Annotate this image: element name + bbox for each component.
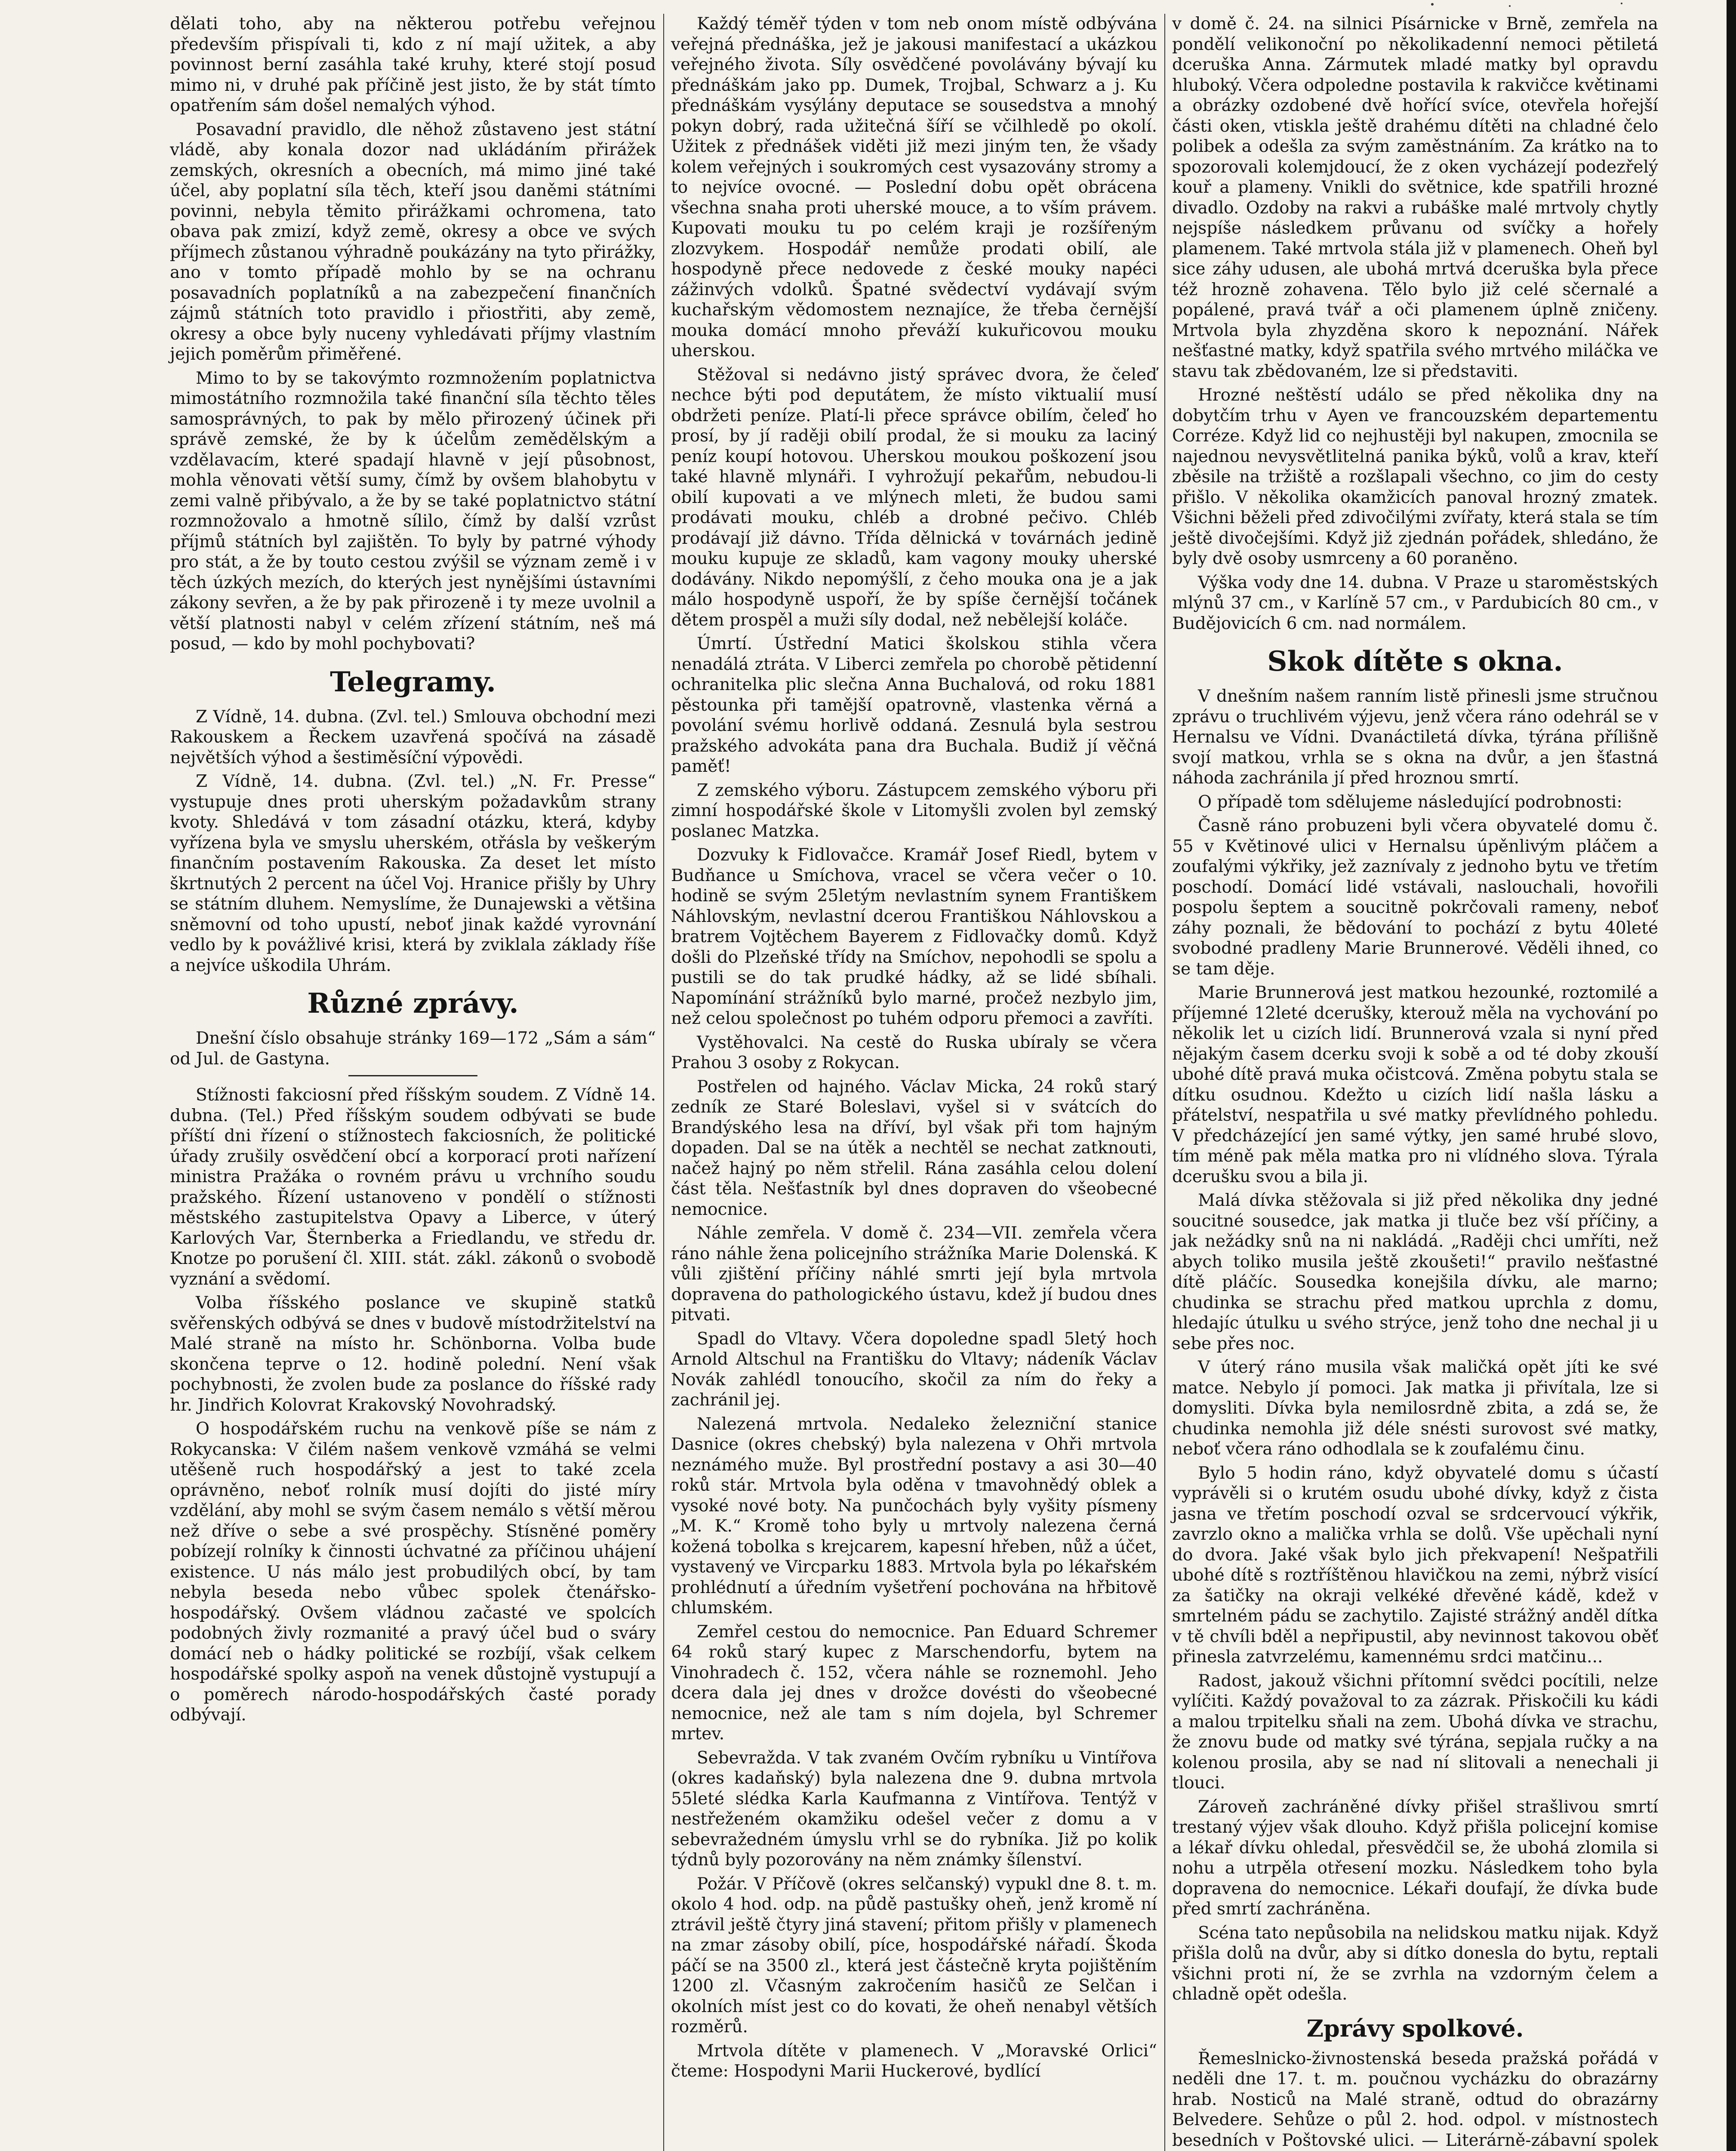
- issue-note: Dnešní číslo obsahuje stránky 169—172 „Sám a sám“ od Jul. de Gastyna.: [170, 1029, 656, 1069]
- article-paragraph: Stěžoval si nedávno jistý správec dvora, že čeleď nechce býti pod deputátem, že místo viktualií musí obdržeti peníze. Platí-li přece správce obilím, čeleď ho prosí, by jí raději obilí prodal, že si mouku za laciný peníz koupí hotovou. Uherskou moukou poškození jsou také hlavně mlynáři. I vyhrožují pekařům, nebudou-li obilí kupovati a ve mlýnech mleti, že budou sami prodávati mouku, chléb a drobné pečivo. Chléb prodávají již dávno. Třída dělnická v továrnách jedině mouku kupuje ze skladů, kam vagony mouky uherské dodávány. Nikdo nepomýšlí, z čeho mouka ona je a jak málo hospodyně uspoří, že by spíše černější točánek dětem prospěl a muži síly dodal, než nebělejší koláče.: [671, 365, 1157, 630]
- column-rule-1: [663, 14, 664, 2151]
- article-paragraph: Mimo to by se takovýmto rozmnožením poplatnictva mimostátního rozmnožila také finanční síla těchto těles samosprávných, to pak by mělo přirozený účinek při správě zemské, že by k účelům zemědělským a vzdělavacím, které spadají hlavně v její působnost, mohla věnovati větší sumy, čímž by ovšem blahobytu v zemi valně přibývalo, a že by se také poplatnictvo státní rozmnožovalo a hmotně sílilo, čímž by další vzrůst příjmů státních byl zajištěn. To byly by patrné výhody pro stát, a že by touto cestou zvýšil se význam země i v těch úzkých mezích, do kterých jest nynějšími ústavními zákony sevřen, a že by pak přirozeně i ty meze uvolnil a větší platnosti nabyl v celém zřízení státním, neš má posud, — kdo by mohl pochybovati?: [170, 368, 656, 653]
- section-heading-zpravy-spolkove: Zprávy spolkové.: [1306, 2014, 1524, 2042]
- section-heading-telegramy: Telegramy.: [330, 666, 496, 698]
- page-top-specks: [0, 0, 1736, 13]
- article-paragraph: Marie Brunnerová jest matkou hezounké, roztomilé a příjemné 12leté dcerušky, kterouž měla na vychování po několik let u cizích lidí. Brunnerová vzala si nyní před nějakým časem dcerku svoji k sobě a od té doby zkouší ubohé dítě pravá muka očistcová. Změna pobytu stala se dítku osudnou. Kdežto u cizích lidí našla lásku a přátelství, nespatřila u své matky převlídného pohledu. V předcházející jen samé výtky, jen samé hrubé slovo, tím méně pak měla matka pro ni vlídného slova. Týrala dcerušku svou a bila ji.: [1172, 983, 1658, 1186]
- news-item: O hospodářském ruchu na venkově píše se nám z Rokycanska: V čilém našem venkově vzmáhá se velmi utěšeně ruch hospodářský a jest to také zcela oprávněno, neboť rolník musí dojíti do jisté míry vzdělání, aby mohl se svým časem nemálo s větší měrou než dříve o sebe a své prospěchy. Stísněné poměry pobízejí rolníky k činnosti úchvatné za příčinou uhájení existence. U nás málo jest probudilých obcí, by tam nebyla beseda nebo vůbec spolek čtenářsko-hospodářský. Ovšem vládnou začasté ve spolcích podobných živly rozmanité a pravý účel bud o sváry domácí neb o hádky politické se rozbíjí, však celkem hospodářské spolky aspoň na venek důstojně vystupují a o poměrech národo-hospodářských časté porady odbývají.: [170, 1419, 656, 1725]
- article-paragraph: Malá dívka stěžovala si již před několika dny jedné soucitné sousedce, jak matka ji tluče bez vší příčiny, a jak nežádky snů na ni nakládá. „Raději chci umříti, než abych toliko musila ještě zkoušeti!“ pravilo nešťastné dítě pláčíc. Sousedka konejšila dívku, ale marno; chudinka se strachu před matkou uprchla z domu, hledajíc útulku u svého strýce, jenž toho dne nechal ji u sebe přes noc.: [1172, 1191, 1658, 1353]
- article-paragraph: O případě tom sdělujeme následující podrobnosti:: [1198, 792, 1622, 812]
- page-edge: [1727, 0, 1736, 2151]
- article-paragraph: Radost, jakouž všichni přítomní svědci pocítili, nelze vylíčiti. Každý považoval to za zázrak. Přiskočili ku kádi a malou trpitelku sňali na zem. Ubohá dívka ve strachu, že znovu bude od matky své týrána, sepjala ručky a na kolenou prosila, aby se nad ní slitovali a nenechali ji tlouci.: [1172, 1671, 1658, 1793]
- telegram-item: Z Vídně, 14. dubna. (Zvl. tel.) Smlouva obchodní mezi Rakouskem a Řeckem uzavřená spočívá na zásadě největších výhod a šestiměsíční výpovědi.: [170, 707, 656, 767]
- news-item: Výška vody dne 14. dubna. V Praze u staroměstských mlýnů 37 cm., v Karlíně 57 cm., v Pardubicích 80 cm., v Budějovicích 6 cm. nad normálem.: [1172, 573, 1658, 633]
- article-paragraph: Scéna tato nepůsobila na nelidskou matku nijak. Když přišla dolů na dvůr, aby si dítko donesla do bytu, reptali všichni proti ní, že se zvrhla na vzdorným čelem a chladně opět odešla.: [1172, 1923, 1658, 2004]
- article-paragraph: V dnešním našem ranním listě přinesli jsme stručnou zprávu o truchlivém výjevu, jenž včera ráno odehrál se v Hernalsu ve Vídni. Dvanáctiletá dívka, týrána přílišně svojí matkou, vrhla se s okna na dvůr, a jen šťastná náhoda zachránila jí před hroznou smrtí.: [1172, 687, 1658, 788]
- article-paragraph: V úterý ráno musila však maličká opět jíti ke své matce. Nebylo jí pomoci. Jak matka ji přivítala, lze si domysliti. Dívka byla nemilosrdně zbita, a zdá se, že chudinka nemohla již déle snésti surovost své matky, neboť včera ráno odhodlala se k zoufalému činu.: [1172, 1358, 1658, 1459]
- column-1: [170, 14, 656, 1729]
- article-paragraph: Posavadní pravidlo, dle něhož zůstaveno jest státní vládě, aby konala dozor nad ukládáním přirážek zemských, okresních a obecních, má mimo jiné také účel, aby poplatní síla těch, kteří jsou daněmi státními povinni, nebyla těmito přirážkami ochromena, tato obava pak zmizí, když země, okresy a obce ve svých příjmech zůstanou výhradně poukázány na tyto přirážky, ano v tomto případě mohlo by se na ochranu posavadních poplatníků a na zabezpečení finančních zájmů státních toto pravidlo i přiostřiti, aby země, okresy a obce byly nuceny vyhledávati příjmy vlastním jejich poměrům přiměřené.: [170, 120, 656, 364]
- article-paragraph: Zároveň zachráněné dívky přišel strašlivou smrtí trestaný výjev však dlouho. Když přišla policejní komise a lékař dívku ohledal, přesvědčil se, že ubohá zlomila si nohu a utrpěla otřesení mozku. Následkem toho byla dopravena do nemocnice. Lékaři doufají, že dívka bude před smrtí zachráněna.: [1172, 1797, 1658, 1919]
- divider: [348, 1075, 477, 1076]
- news-item: Volba říšského poslance ve skupině statků svěřenských odbývá se dnes v budově místodržitelství na Malé straně na místo hr. Schönborna. Volba bude skončena teprve o 12. hodině polední. Není však pochybnosti, že zvolen bude za poslance do říšské rady hr. Jindřich Kolovrat Krakovský Novohradský.: [170, 1293, 656, 1415]
- news-item: Nalezená mrtvola. Nedaleko železniční stanice Dasnice (okres chebský) byla nalezena v Ohři mrtvola neznámého muže. Byl prostřední postavy a asi 30—40 roků stár. Mrtvola byla oděna v tmavohnědý oblek a vysoké nové boty. Na punčochách byly vyšity písmeny „M. K.“ Kromě toho byly u mrtvoly nalezena černá kožená tobolka s krejcarem, kapesní hřeben, nůž a účet, vystavený ve Vircparku 1883. Mrtvola byla po lékařském prohlédnutí a úředním vyšetření pochována na hřbitově chlumském.: [671, 1414, 1157, 1618]
- column-2: [671, 14, 1157, 2085]
- news-item: Z zemského výboru. Zástupcem zemského výboru při zimní hospodářské škole v Litomyšli zvolen byl zemský poslanec Matzka.: [671, 780, 1157, 841]
- column-3: [1172, 14, 1658, 2151]
- news-item: Vystěhovalci. Na cestě do Ruska ubíraly se včera Prahou 3 osoby z Rokycan.: [671, 1032, 1157, 1072]
- column-rule-2: [1164, 14, 1165, 2151]
- news-item: Mrtvola dítěte v plamenech. V „Moravské Orlici“ čteme: Hospodyni Marii Huckerové, bydlící: [671, 2041, 1157, 2081]
- news-item: Zemřel cestou do nemocnice. Pan Eduard Schremer 64 roků starý kupec z Marschendorfu, bytem na Vinohradech č. 152, včera náhle se roznemohl. Jeho dcera dala jej dnes v drožce dovésti do všeobecné nemocnice, než ale tam s ním dojela, byl Schremer mrtev.: [671, 1622, 1157, 1744]
- article-paragraph: v domě č. 24. na silnici Písárnicke v Brně, zemřela na pondělí velikonoční po několikadenní nemoci pětiletá dceruška Anna. Zármutek mladé matky byl opravdu hluboký. Včera odpoledne postavila k rakvičce květinami a obrázky ozdobené dvě hořící svíce, otevřela hořejší části oken, vtiskla ještě drahému dítěti na chladné čelo polibek a odešla za svým zaměstnáním. Za krátko na to spozorovali kolemjdoucí, že z oken vycházejí podezřelý kouř a plameny. Vnikli do světnice, kde spatřili hrozné divadlo. Ozdoby na rakvi a rubáške malé mrtvoly chytly nejspíše následkem průvanu od svíčky a hořely plamenem. Také mrtvola stála již v plamenech. Oheň byl sice záhy udusen, ale ubohá mrtvá dceruška byla přece též hrozně zohavena. Tělo bylo již celé sčernalé a popálené, pravá tvář a oči plamenem úplně zničeny. Mrtvola byla zhyzděna skoro k nepoznání. Nářek nešťastné matky, když spatřila svého mrtvého miláčka ve stavu tak zbědovaném, lze si představiti.: [1172, 14, 1658, 381]
- news-item: Náhle zemřela. V domě č. 234—VII. zemřela včera ráno náhle žena policejního strážníka Marie Dolenská. K vůli zjištění příčiny náhlé smrti její byla mrtvola dopravena do pathologického ústavu, kdež jí budou dnes pitvati.: [671, 1223, 1157, 1325]
- news-item: Řemeslnicko-živnostenská beseda pražská pořádá v neděli dne 17. t. m. poučnou vycházku do obrazárny hrab. Nosticů na Malé straně, odtud do obrazárny Belvedere. Sehůze o půl 2. hod. odpol. v místnostech besedních v Poštovské ulici. — Literárně-zábavní spolek: [1172, 2049, 1658, 2150]
- article-paragraph: Bylo 5 hodin ráno, když obyvatelé domu s účastí vyprávěli si o krutém osudu ubohé dívky, když z čista jasna ve třetím poschodí ozval se srdcervoucí výkřik, zavrzlo okno a malička vrhla se dolů. Vše upěchali nyní do dvora. Jaké však bylo jich překvapení! Nešpatřili ubohé dítě s roztříštěnou hlavičkou na zemi, nýbrž visící za šatičky na okraji velkéké dřevěné kádě, kdež v smrtelném pádu se zachytilo. Zajisté strážný anděl dítka v tě chvíli bděl a nepřipustil, aby nevinnost takovou oběť přinesla zatvrzelému, kamennému srdci matčinu...: [1172, 1463, 1658, 1667]
- section-heading-ruzne-zpravy: Různé zprávy.: [307, 987, 519, 1020]
- article-paragraph: dělati toho, aby na některou potřebu veřejnou především přispívali ti, kdo z ní mají užitek, a aby povinnost berní zasáhla také kruhy, které stojí posud mimo ni, v druhé pak příčině jest jisto, že by stát tímto opatřením sám došel nemalých výhod.: [170, 14, 656, 115]
- news-item: Stížnosti fakciosní před říšským soudem. Z Vídně 14. dubna. (Tel.) Před říšským soudem odbývati se bude příští dni řízení o stížnostech fakciosních, že politické úřady zrušily osvědčení obcí a korporací proti nařízení ministra Pražáka o rovném právu u vrchního soudu pražského. Řízení ustanoveno v pondělí o stížnosti městského zastupitelstva Opavy a Liberce, v úterý Karlových Var, Šternberka a Friedlandu, ve středu dr. Knotze po porušení čl. XIII. stát. zákl. zákonů o svobodě vyznání a svědomí.: [170, 1085, 656, 1289]
- news-item: Požár. V Příčově (okres selčanský) vypukl dne 8. t. m. okolo 4 hod. odp. na půdě pastušky oheň, jenž kromě ní ztrávil ještě čtyry jiná stavení; přitom přišly v plamenech na zmar zásoby obilí, píce, hospodářské nářadí. Škoda páčí se na 3500 zl., která jest částečně kryta pojištěním 1200 zl. Včasným zakročením hasičů ze Selčan i okolních míst jest co do kovati, že oheň nenabyl větších rozměrů.: [671, 1874, 1157, 2037]
- telegram-item: Z Vídně, 14. dubna. (Zvl. tel.) „N. Fr. Presse“ vystupuje dnes proti uherským požadavkům strany kvoty. Shledává v tom zásadní otázku, která, kdyby vyřízena byla ve smyslu uherském, otřásla by veškerým finančním postavením Rakouska. Za deset let místo škrtnutých 2 percent na účel Voj. Hranice přišly by Uhry se státním dluhem. Nemyslíme, že Dunajewski a většina sněmovní od toho upustí, neboť jinak každé vyrovnání vedlo by k povážlivé krisi, která by zviklala základy říše a nejvíce uškodila Uhrám.: [170, 772, 656, 975]
- news-item: Spadl do Vltavy. Včera dopoledne spadl 5letý hoch Arnold Altschul na Františku do Vltavy; nádeník Václav Novák zahlédl tonoucího, skočil za ním do řeky a zachránil jej.: [671, 1329, 1157, 1410]
- news-item: Sebevražda. V tak zvaném Ovčím rybníku u Vintířova (okres kadaňský) byla nalezena dne 9. dubna mrtvola 55leté slédka Karla Kaufmanna z Vintířova. Tentýž v nestřeženém okamžiku odešel večer z domu a v sebevražedném úmyslu vrhl se do rybníka. Již po kolik týdnů byly pozorovány na něm známky šílenství.: [671, 1748, 1157, 1870]
- article-paragraph: Každý téměř týden v tom neb onom místě odbývána veřejná přednáška, jež je jakousi manifestací a ukázkou veřejného života. Síly osvědčené povolávány bývají ku přednáškám jako pp. Dumek, Trojbal, Schwarz a j. Ku přednáškám vysýlány deputace se sousedstva a mnohý pokyn dobrý, rada užitečná šíří se včilhledě po okolí. Užitek z přednášek viděti již mezi jiným ten, že všady kolem veřejných i soukromých cest vysazovány stromy a to nejvíce ovocné. — Poslední dobu opět obrácena všechna snaha proti uherské mouce, a to vším právem. Kupovati mouku tu po celém kraji je rozšířeným zlozvykem. Hospodář nemůže prodati obilí, ale hospodyně přece nedovede z české mouky napéci zážinvých vdolků. Špatné svědectví vydávají svým kuchařským vědomostem neznajíce, že třeba černější mouka domácí mnoho převáží kukuřicovou mouku uherskou.: [671, 14, 1157, 361]
- news-item: Hrozné neštěstí událo se před několika dny na dobytčím trhu v Ayen ve francouzském departementu Corréze. Když lid co nejhustěji byl nakupen, zmocnila se najednou nevysvětlitelná panika býků, volů a krav, kteří zběsile na tržiště a rozšlapali všechno, co jim do cesty přišlo. V několika okamžicích panoval hrozný zmatek. Všichni běželi před zdivočilými zvířaty, která stala se tím ještě divočejšími. Když již zjednán pořádek, shledáno, že byly dvě osoby usmrceny a 60 poraněno.: [1172, 385, 1658, 568]
- news-item: Úmrtí. Ústřední Matici školskou stihla včera nenadálá ztráta. V Liberci zemřela po chorobě pětidenní ochranitelka plic slečna Anna Buchalová, od roku 1881 pěstounka při tamější opatrovně, vlastenka věrná a povolání svému horlivě oddaná. Zesnulá byla sestrou pražského advokáta pana dra Buchala. Budiž jí věčná paměť!: [671, 634, 1157, 776]
- news-item: Dozvuky k Fidlovačce. Kramář Josef Riedl, bytem v Budňance u Smíchova, vracel se včera večer o 10. hodině se svým 25letým nevlastním synem Františkem Náhlovským, nevlastní dcerou Františkou Náhlovskou a bratrem Vojtěchem Bayerem z Fidlovačky domů. Když došli do Plzeňské třídy na Smíchov, nepohodli se spolu a pustili se do tak prudké hádky, až se lidé sbíhali. Napomínání strážníků bylo marné, pročež nezbylo jim, než celou společnost po tuhém odporu přemoci a zavříti.: [671, 845, 1157, 1028]
- news-item: Postřelen od hajného. Václav Micka, 24 roků starý zedník ze Staré Boleslavi, vyšel si v svátcích do Brandýského lesa na dříví, byl však při tom hajným dopaden. Dal se na útěk a nechtěl se nechat zatknouti, načež hajný po něm střelil. Rána zasáhla celou dolení část těla. Nešťastník byl dnes dopraven do všeobecné nemocnice.: [671, 1077, 1157, 1219]
- section-heading-skok-ditete: Skok dítěte s okna.: [1267, 645, 1563, 678]
- article-paragraph: Časně ráno probuzeni byli včera obyvatelé domu č. 55 v Květinové ulici v Hernalsu úpěnlivým pláčem a zoufalými výkřiky, jež zaznívaly z jednoho bytu ve třetím poschodí. Domácí lidé vstávali, naslouchali, hovořili pospolu šeptem a soucitně pokrčovali rameny, neboť záhy poznali, že bědování to pochází z bytu 40leté svobodné pradleny Marie Brunnerové. Věděli ihned, co se tam děje.: [1172, 816, 1658, 979]
